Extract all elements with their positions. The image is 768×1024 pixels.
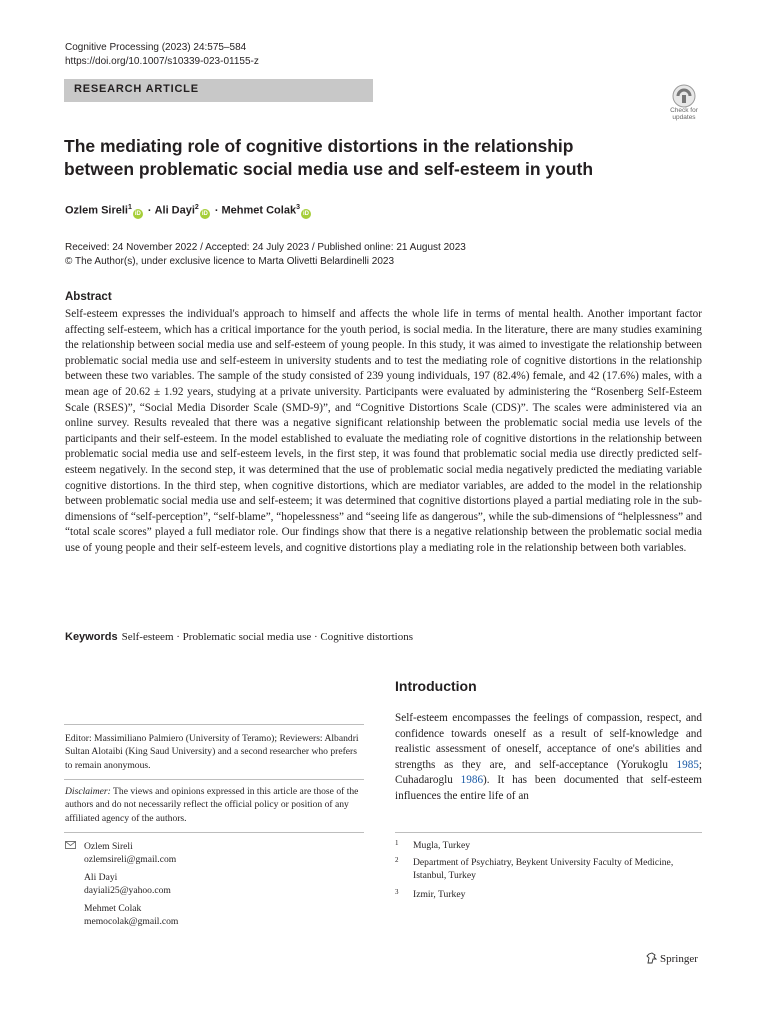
article-title [64,135,684,181]
abstract-heading: Abstract [65,291,112,303]
affiliation-text: Mugla, Turkey [413,840,471,851]
journal-citation: Cognitive Processing (2023) 24:575–584 [65,42,247,53]
contact-entry [84,871,171,897]
author-separator: · [214,204,219,217]
journal-info [65,41,259,69]
author-name[interactable]: Ozlem Sireli [65,204,128,217]
abstract-text: Self-esteem expresses the individual's approach to himself and affects the whole life in terms of mental health. Another important factor affecting self-esteem, which has a critical importance for the youth period, is social media. In the literature, there are many studies examining the relationship between social media use and self-esteem of young people. In this study, it was aimed to investigate the relationship between problematic social media use and self-esteem in university students and to test the mediating role of cognitive distortions in the relationship between these two variables. The sample of the study consisted of 239 young individuals, 197 (82.4%) female, and 42 (17.6%) males, with a mean age of 20.62 ± 1.92 years, studying at a private university. Participants were evaluated by administering the “Rosenberg Self-Esteem Scale (RSES)”, “Social Media Disorder Scale (SMD-9)”, and “Cognitive Distortions Scale (CDS)”. The scales were administered via an online survey. Results revealed that there was a negative significant relationship between the problematic social media use levels of the participants and their self-esteem. In the model established to evaluate the mediating role of cognitive distortions in the relationship between problematic social media use and self-esteem levels, in the first step, it was found that problematic social media use directly predicted self-esteem negatively. In the second step, it was determined that the use of problematic social media negatively predicted the mediating variable cognitive distortions. In the third step, when cognitive distortions, which are mediator variables, are added to the model in the relationship between problematic social media use and self-esteem; it was determined that cognitive distortions played a partial mediating role in the sub-dimensions of “self-perception”, “self-blame”, “hopelessness” and “seeing life as dangerous”, while the sub-dimensions of “helplessness” and “total scale scores” played a full mediator role. Our findings show that there is a negative relationship between the problematic social media use of young people and their self-esteem levels, and cognitive distortions play a mediating role in the relationship between both variables. [65,308,702,554]
disclaimer-label: Disclaimer: [65,786,111,797]
footnote-divider [64,724,364,725]
intro-text-part: ; Cuhadaroglu [395,758,702,787]
author-name[interactable]: Ali Dayi [154,204,195,217]
dates-line: Received: 24 November 2022 / Accepted: 24 July 2023 / Published online: 21 August 2023 [65,242,466,253]
keywords [65,631,413,643]
author-affil-sup: 3 [296,204,300,211]
orcid-icon[interactable]: iD [134,210,141,217]
springer-horse-icon [646,952,657,964]
orcid-icon[interactable]: iD [201,210,208,217]
article-type-label: RESEARCH ARTICLE [74,83,199,95]
author-affil-sup: 2 [194,204,199,211]
disclaimer-text: The views and opinions expressed in this article are those of the authors and do not necessarily reflect the official policy or position of any affiliated agency of the authors. [65,786,359,824]
orcid-icon[interactable]: iD [302,210,309,217]
keywords-text: Self-esteem · Problematic social media use · Cognitive distortions [121,631,414,643]
affiliation-divider [395,832,702,833]
affiliation-text: Department of Psychiatry, Beykent University Faculty of Medicine, Istanbul, Turkey [413,857,674,881]
citation-link[interactable]: 1986 [460,774,484,787]
keywords-label: Keywords [65,631,118,643]
affiliation-number: 1 [395,839,399,847]
contact-name: Ozlem Sireli [84,841,133,852]
publisher-logo [646,952,698,965]
contact-email[interactable]: ozlemsireli@gmail.com [84,854,177,866]
contact-name: Mehmet Colak [84,903,142,914]
mail-icon [65,841,76,849]
publication-dates [65,241,466,268]
contact-email[interactable]: memocolak@gmail.com [84,916,179,928]
disclaimer-note [65,785,365,825]
introduction-text [395,711,702,805]
contact-email[interactable]: dayiali25@yahoo.com [84,885,171,897]
affiliation-text: Izmir, Turkey [413,889,466,900]
affiliation-number: 2 [395,856,399,864]
editor-note: Editor: Massimiliano Palmiero (University of Teramo); Reviewers: Albandri Sultan Alotaibi (King Saud University) and a second researcher who prefers to remain anonymous. [65,733,359,771]
check-updates-icon [670,84,698,108]
contact-entry [84,840,176,866]
copyright-line: © The Author(s), under exclusive licence to Marta Olivetti Belardinelli 2023 [65,255,395,267]
citation-link[interactable]: 1985 [676,758,699,771]
contact-entry [84,902,178,928]
author-name[interactable]: Mehmet Colak [221,204,297,217]
footnote-divider [64,832,364,833]
affiliation-number: 3 [395,888,399,896]
contact-name: Ali Dayi [84,872,118,883]
title-line-1: The mediating role of cognitive distortions in the relationship [64,136,574,156]
title-line-2: between problematic social media use and self-esteem in youth [64,159,594,179]
article-type-bar [64,79,373,102]
check-for-updates-badge[interactable] [664,84,704,124]
intro-text-part: Self-esteem encompasses the feelings of compassion, respect, and confidence towards oneself as a result of self-knowledge and realistic assessment of oneself, acceptance of one's abilities and strengths as they are, and self-acceptance (Yorukoglu [395,712,702,771]
badge-text-updates: updates [672,114,696,121]
author-separator: · [147,204,152,217]
intro-text-part: ). It has been documented that self-esteem influences the entire life of an [395,774,702,802]
badge-text-check: Check for [670,107,698,114]
author-affil-sup: 1 [127,204,132,211]
publisher-name: Springer [660,953,698,965]
footnote-divider [64,779,364,780]
introduction-heading: Introduction [395,678,477,694]
doi-link[interactable]: https://doi.org/10.1007/s10339-023-01155-z [65,56,259,67]
author-list [65,204,313,219]
